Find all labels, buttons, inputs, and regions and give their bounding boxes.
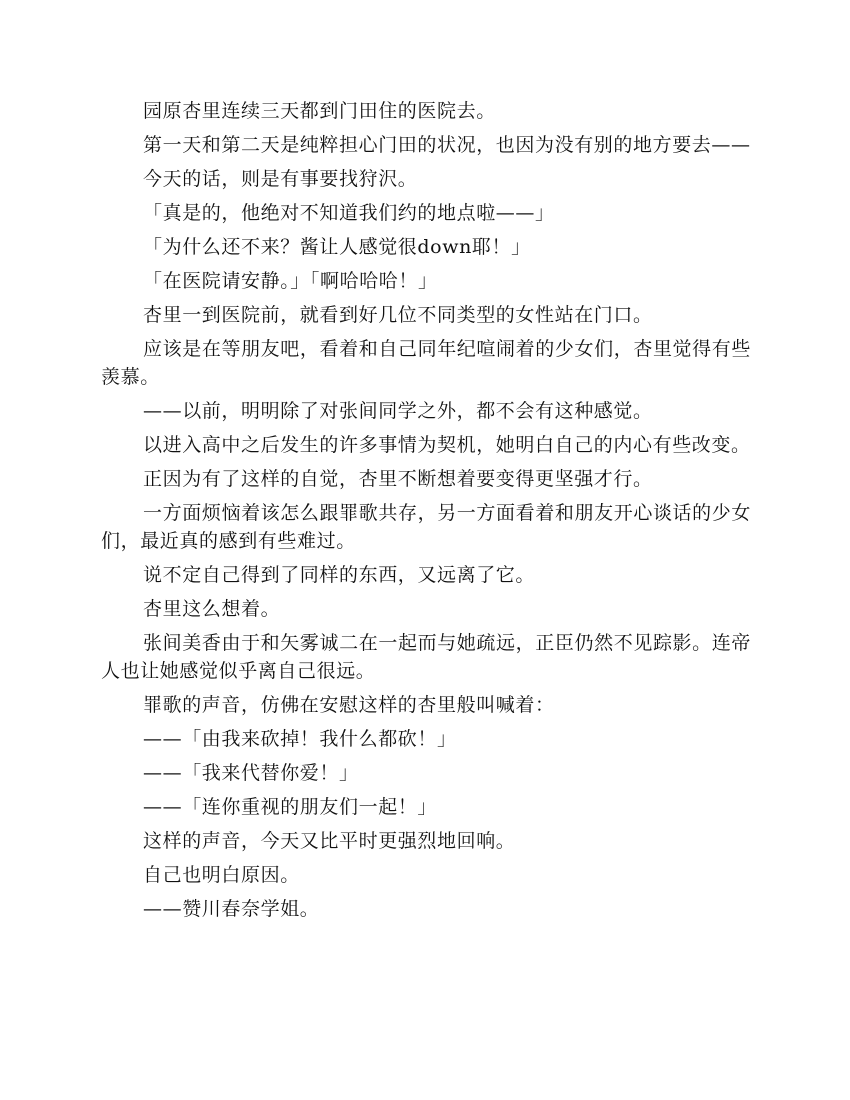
- paragraph: 张间美香由于和矢雾诚二在一起而与她疏远，正臣仍然不见踪影。连帝人也让她感觉似乎离自己很远。: [101, 632, 751, 682]
- paragraph: ——赞川春奈学姐。: [143, 898, 320, 920]
- paragraph: 杏里一到医院前，就看到好几位不同类型的女性站在门口。: [143, 304, 653, 326]
- paragraph: ——以前，明明除了对张间同学之外，都不会有这种感觉。: [143, 400, 653, 422]
- paragraph: 园原杏里连续三天都到门田住的医院去。: [143, 100, 496, 122]
- paragraph: 罪歌的声音，仿佛在安慰这样的杏里般叫喊着：: [143, 694, 555, 716]
- paragraph: 「真是的，他绝对不知道我们约的地点啦——」: [143, 202, 555, 224]
- paragraph: 正因为有了这样的自觉，杏里不断想着要变得更坚强才行。: [143, 468, 653, 490]
- paragraph: 「为什么还不来？酱让人感觉很down耶！」: [143, 236, 531, 258]
- paragraph: ——「由我来砍掉！我什么都砍！」: [143, 728, 457, 750]
- paragraph: 杏里这么想着。: [143, 598, 281, 620]
- paragraph: 「在医院请安静。」「啊哈哈哈！」: [143, 270, 438, 292]
- paragraph: 第一天和第二天是纯粹担心门田的状况，也因为没有别的地方要去——: [143, 134, 751, 156]
- paragraph: 以进入高中之后发生的许多事情为契机，她明白自己的内心有些改变。: [143, 434, 751, 456]
- paragraph: 今天的话，则是有事要找狩沢。: [143, 168, 418, 190]
- body-text: [101, 97, 751, 929]
- paragraph: 一方面烦恼着该怎么跟罪歌共存，另一方面看着和朋友开心谈话的少女们，最近真的感到有些难过。: [101, 502, 751, 552]
- paragraph: 自己也明白原因。: [143, 864, 300, 886]
- paragraph: ——「连你重视的朋友们一起！」: [143, 796, 438, 818]
- paragraph: 这样的声音，今天又比平时更强烈地回响。: [143, 830, 516, 852]
- paragraph: ——「我来代替你爱！」: [143, 762, 359, 784]
- paragraph: 应该是在等朋友吧，看着和自己同年纪喧闹着的少女们，杏里觉得有些羡慕。: [101, 338, 751, 388]
- paragraph: 说不定自己得到了同样的东西，又远离了它。: [143, 564, 536, 586]
